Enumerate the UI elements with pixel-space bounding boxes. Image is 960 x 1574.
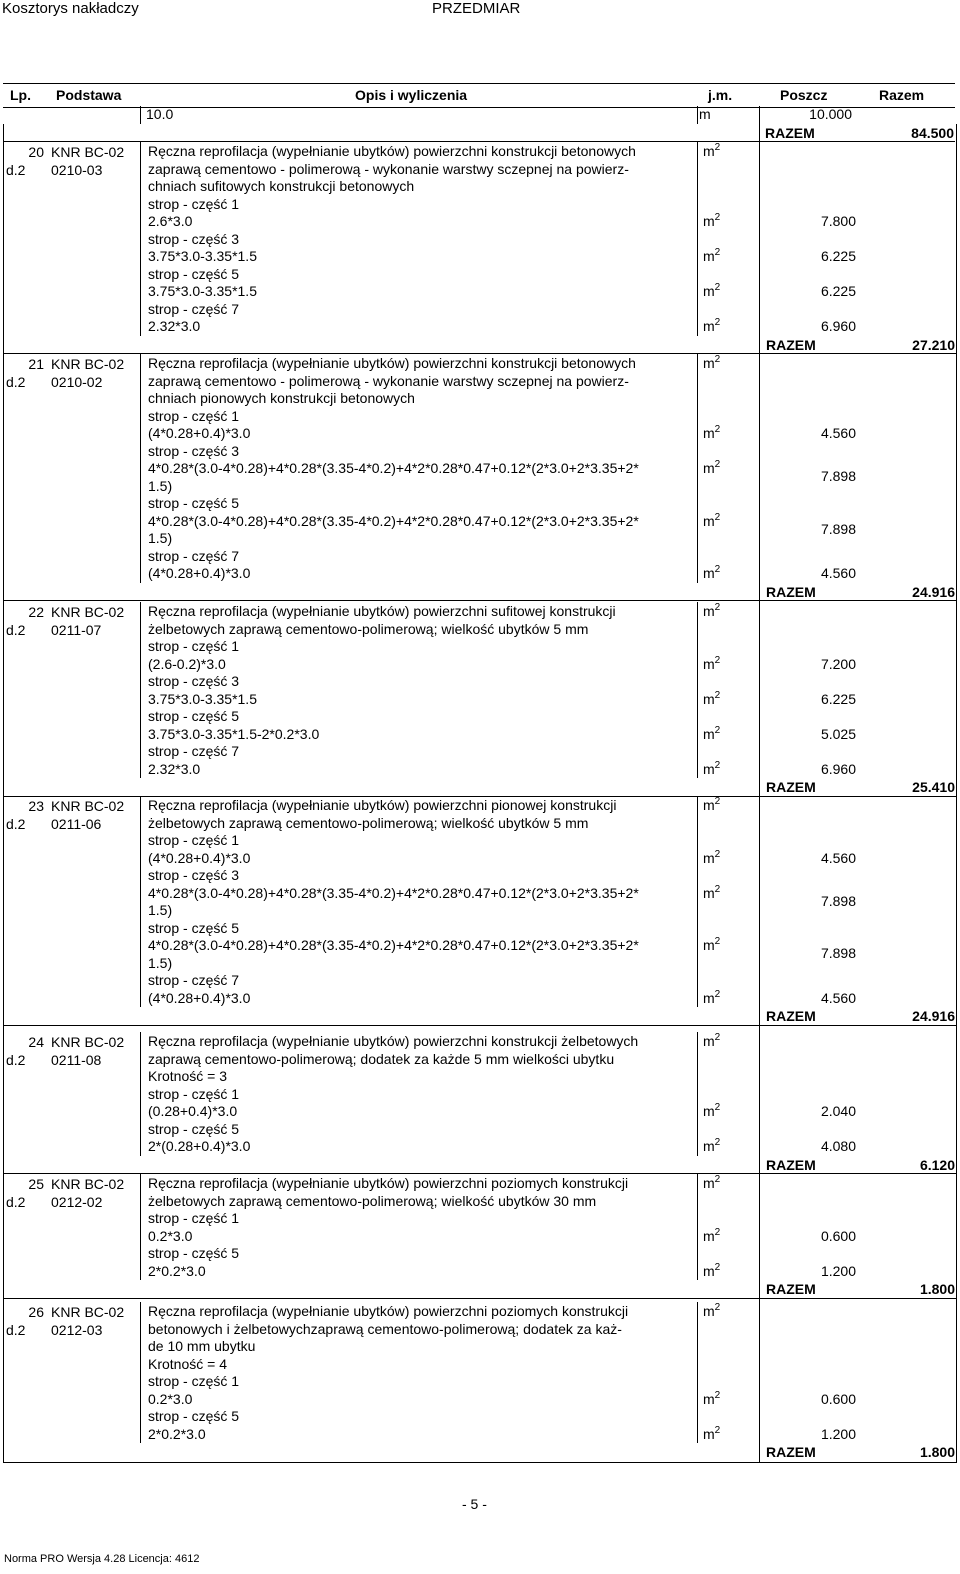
position-unit (703, 603, 720, 619)
item-quantity: 4.560 (820, 425, 856, 441)
item-expression: 2.32*3.0 (148, 760, 201, 777)
item-quantity: 4.560 (820, 565, 856, 581)
item-expression-cont: 1.5) (148, 477, 173, 494)
item-expression: 3.75*3.0-3.35*1.5-2*0.2*3.0 (148, 725, 320, 742)
position-base1: KNR BC-02 (51, 798, 125, 814)
item-quantity: 5.025 (820, 725, 856, 742)
position-unit (703, 1033, 720, 1049)
item-quantity: 7.200 (820, 655, 856, 672)
position-lp: 23 (28, 798, 44, 814)
item-label: strop - część 1 (148, 1373, 240, 1389)
position-base (51, 1303, 124, 1339)
prev-expr: 10.0 (146, 106, 174, 122)
item-label: strop - część 3 (148, 673, 240, 689)
item-unit: $m^2$ (703, 988, 721, 1006)
item-quantity: 4.080 (820, 1138, 856, 1154)
position-description-line: de 10 mm ubytku (148, 1338, 256, 1354)
item-quantity: 0.600 (820, 1390, 856, 1407)
column-divider (697, 796, 698, 1007)
item-expression: (0.28+0.4)*3.0 (148, 1103, 238, 1119)
item-expression: 4*0.28*(3.0-4*0.28)+4*0.28*(3.35-4*0.2)+4*2*0.28*0.47+0.12*(2*3.0+2*3.35+2* (148, 884, 639, 901)
item-quantity: 7.898 (820, 520, 856, 537)
item-unit: $m^2$ (703, 1102, 721, 1119)
total-label: RAZEM (766, 1281, 816, 1297)
total-label: RAZEM (766, 1008, 816, 1024)
position-lp-sub: d.2 (6, 622, 26, 638)
unit-text: $m^2$ (703, 354, 721, 371)
unit-text: $m^2$ (703, 142, 721, 159)
item-label: strop - część 5 (148, 495, 240, 511)
position-base (51, 797, 124, 833)
position-unit (703, 797, 720, 813)
item-label: strop - część 1 (148, 1210, 240, 1226)
position-base1: KNR BC-02 (51, 356, 125, 372)
item-quantity: 7.800 (820, 213, 856, 229)
item-label: strop - część 1 (148, 407, 240, 424)
item-unit: $m^2$ (703, 564, 721, 581)
total-label: RAZEM (766, 779, 816, 795)
row-separator (4, 1025, 956, 1026)
position-base2: 0210-03 (51, 162, 103, 178)
item-unit: $m^2$ (703, 282, 721, 299)
column-divider (140, 142, 141, 336)
row-separator (4, 1173, 956, 1174)
position-base2: 0211-08 (51, 1052, 102, 1068)
position-base (51, 143, 124, 179)
item-quantity: 6.225 (820, 690, 856, 707)
position-base2: 0211-07 (51, 622, 102, 638)
item-expression: 2.6*3.0 (148, 213, 193, 229)
positions-table (3, 124, 957, 1463)
item-unit: $m^2$ (703, 1137, 721, 1154)
column-divider (697, 142, 698, 336)
item-label: strop - część 3 (148, 230, 240, 247)
column-header-row (3, 83, 955, 108)
header-center-title: PRZEDMIAR (432, 0, 521, 17)
total-value: 24.916 (912, 1008, 955, 1024)
total-label: RAZEM (766, 1156, 816, 1173)
item-label: strop - część 5 (148, 708, 240, 724)
item-quantity: 0.600 (820, 1227, 856, 1244)
total-value: 27.210 (912, 336, 955, 353)
item-quantity: 6.225 (820, 283, 856, 299)
item-label: strop - część 3 (148, 867, 240, 883)
item-expression-cont: 1.5) (148, 530, 173, 546)
item-label: strop - część 1 (148, 832, 240, 848)
row-separator (3, 141, 955, 142)
position-base (51, 603, 124, 639)
item-expression: 2*0.2*3.0 (148, 1425, 206, 1442)
position-number (6, 143, 44, 179)
item-expression: (4*0.28+0.4)*3.0 (148, 425, 251, 441)
column-divider (697, 1032, 698, 1156)
position-description-line: żelbetowych zaprawą cementowo-polimerową; wielkość ubytków 30 mm (148, 1192, 597, 1209)
item-unit: $m^2$ (703, 936, 721, 953)
item-quantity: 6.960 (820, 318, 856, 334)
item-quantity: 1.200 (820, 1262, 856, 1279)
position-base2: 0212-02 (51, 1194, 103, 1210)
item-label: strop - część 7 (148, 743, 240, 759)
position-description-line: Ręczna reprofilacja (wypełnianie ubytków) powierzchni konstrukcji żelbetowych (148, 1033, 639, 1049)
position-description-line: Ręczna reprofilacja (wypełnianie ubytków) powierzchni sufitowej konstrukcji (148, 603, 616, 619)
column-divider (697, 1302, 698, 1443)
item-quantity: 2.040 (820, 1103, 856, 1119)
position-description-line: zaprawą cementowo-polimerową; dodatek za każde 5 mm wielkości ubytku (148, 1050, 615, 1067)
item-expression: 4*0.28*(3.0-4*0.28)+4*0.28*(3.35-4*0.2)+4*2*0.28*0.47+0.12*(2*3.0+2*3.35+2* (148, 460, 639, 476)
position-description-line: Krotność = 3 (148, 1068, 227, 1084)
position-description-line: zaprawą cementowo - polimerową - wykonanie warstwy sczepnej na powierz- (148, 160, 629, 177)
total-label: RAZEM (766, 1444, 816, 1460)
item-quantity: 7.898 (820, 892, 856, 909)
prev-razem-value: 84.500 (911, 125, 954, 141)
item-unit: $m^2$ (703, 511, 721, 529)
total-value: 1.800 (919, 1444, 955, 1460)
position-unit (703, 1175, 720, 1191)
item-unit: $m^2$ (703, 424, 721, 441)
column-divider (140, 1302, 141, 1443)
item-expression-cont: 1.5) (148, 902, 173, 918)
column-divider (140, 1032, 141, 1156)
position-lp: 26 (28, 1304, 44, 1320)
item-unit: $m^2$ (703, 724, 721, 742)
item-expression: 4*0.28*(3.0-4*0.28)+4*0.28*(3.35-4*0.2)+4*2*0.28*0.47+0.12*(2*3.0+2*3.35+2* (148, 937, 639, 953)
item-expression: (4*0.28+0.4)*3.0 (148, 849, 251, 866)
position-lp: 25 (28, 1176, 44, 1192)
item-unit: $m^2$ (703, 759, 721, 777)
item-expression: 0.2*3.0 (148, 1390, 193, 1407)
position-base (51, 355, 124, 391)
column-divider (140, 1174, 141, 1280)
item-expression: 2*0.2*3.0 (148, 1262, 206, 1279)
position-unit (703, 355, 720, 371)
col-jm: j.m. (708, 87, 733, 103)
item-unit: $m^2$ (703, 654, 721, 672)
item-label: strop - część 3 (148, 442, 240, 459)
position-base1: KNR BC-02 (51, 1176, 125, 1192)
position-base2: 0210-02 (51, 374, 103, 390)
position-base1: KNR BC-02 (51, 1304, 125, 1320)
item-expression: 4*0.28*(3.0-4*0.28)+4*0.28*(3.35-4*0.2)+4*2*0.28*0.47+0.12*(2*3.0+2*3.35+2* (148, 512, 639, 529)
position-lp-sub: d.2 (6, 374, 26, 390)
item-unit: $m^2$ (703, 1226, 721, 1244)
position-base2: 0211-06 (51, 816, 102, 832)
item-quantity: 4.560 (820, 849, 856, 866)
col-poszcz: Poszcz (780, 87, 828, 103)
item-label: strop - część 7 (148, 547, 240, 564)
item-label: strop - część 7 (148, 300, 240, 317)
position-lp-sub: d.2 (6, 162, 26, 178)
position-description-line: chniach pionowych konstrukcji betonowych (148, 390, 415, 406)
position-description-line: żelbetowych zaprawą cementowo-polimerową; wielkość ubytków 5 mm (148, 814, 589, 831)
item-unit: $m^2$ (703, 883, 721, 901)
item-quantity: 7.898 (820, 468, 856, 484)
unit-text: $m^2$ (703, 1032, 721, 1049)
item-label: strop - część 5 (148, 1120, 240, 1137)
position-description-line: Ręczna reprofilacja (wypełnianie ubytków) powierzchni konstrukcji betonowych (148, 143, 636, 159)
item-expression: 3.75*3.0-3.35*1.5 (148, 690, 257, 707)
item-label: strop - część 5 (148, 1408, 240, 1424)
column-divider (140, 602, 141, 778)
item-label: strop - część 1 (148, 1085, 240, 1102)
position-lp-sub: d.2 (6, 1052, 26, 1068)
position-base1: KNR BC-02 (51, 604, 125, 620)
item-unit: $m^2$ (703, 459, 721, 476)
position-unit (703, 143, 720, 159)
header-left-title: Kosztorys nakładczy (2, 0, 139, 17)
item-expression: 3.75*3.0-3.35*1.5 (148, 248, 257, 264)
item-quantity: 6.225 (820, 248, 856, 264)
position-description-line: betonowych i żelbetowychzaprawą cementowo-polimerową; dodatek za każ- (148, 1320, 622, 1337)
position-lp: 20 (28, 144, 44, 160)
item-unit: $m^2$ (703, 1261, 721, 1279)
total-label: RAZEM (766, 583, 816, 600)
column-divider (140, 354, 141, 583)
item-label: strop - część 5 (148, 265, 240, 282)
position-lp: 21 (28, 356, 44, 372)
col-opis: Opis i wyliczenia (355, 87, 468, 103)
prev-unit: m (699, 106, 711, 122)
item-expression: 3.75*3.0-3.35*1.5 (148, 283, 257, 299)
item-unit: $m^2$ (703, 247, 721, 264)
item-label: strop - część 7 (148, 972, 240, 988)
position-lp-sub: d.2 (6, 1322, 26, 1338)
position-base2: 0212-03 (51, 1322, 103, 1338)
position-description-line: Ręczna reprofilacja (wypełnianie ubytków) powierzchni poziomych konstrukcji (148, 1175, 629, 1191)
position-base1: KNR BC-02 (51, 1034, 125, 1050)
position-number (6, 1175, 44, 1211)
col-podstawa: Podstawa (56, 87, 122, 103)
item-label: strop - część 5 (148, 1245, 240, 1261)
item-expression: 2*(0.28+0.4)*3.0 (148, 1138, 251, 1154)
item-unit: $m^2$ (703, 848, 721, 866)
position-base (51, 1033, 124, 1069)
divider (697, 106, 698, 124)
position-lp-sub: d.2 (6, 1194, 26, 1210)
position-number (6, 603, 44, 639)
item-expression: (2.6-0.2)*3.0 (148, 655, 226, 672)
row-separator (4, 353, 956, 354)
total-value: 24.916 (912, 583, 955, 600)
position-lp-sub: d.2 (6, 816, 26, 832)
position-lp: 24 (28, 1034, 44, 1050)
position-base (51, 1175, 124, 1211)
item-expression: (4*0.28+0.4)*3.0 (148, 565, 251, 581)
item-label: strop - część 1 (148, 195, 240, 212)
prev-qty: 10.000 (809, 106, 852, 122)
row-separator (4, 600, 956, 601)
item-unit: $m^2$ (703, 317, 721, 334)
item-label: strop - część 5 (148, 919, 240, 936)
prev-razem-label: RAZEM (765, 125, 815, 141)
total-value: 1.800 (919, 1281, 955, 1297)
item-expression: 2.32*3.0 (148, 318, 201, 334)
row-separator (4, 1298, 956, 1299)
position-description-line: Ręczna reprofilacja (wypełnianie ubytków) powierzchni pionowej konstrukcji (148, 797, 617, 813)
license-footer: Norma PRO Wersja 4.28 Licencja: 4612 (4, 1553, 200, 1565)
item-quantity: 6.960 (820, 760, 856, 777)
position-number (6, 1303, 44, 1339)
page-number: - 5 - (462, 1496, 487, 1512)
position-description-line: Ręczna reprofilacja (wypełnianie ubytków) powierzchni poziomych konstrukcji (148, 1303, 629, 1319)
item-expression-cont: 1.5) (148, 954, 173, 971)
column-divider (140, 796, 141, 1007)
item-quantity: 4.560 (820, 989, 856, 1006)
unit-text: $m^2$ (703, 602, 721, 619)
total-value: 6.120 (919, 1156, 955, 1173)
position-description-line: żelbetowych zaprawą cementowo-polimerową; wielkość ubytków 5 mm (148, 620, 589, 637)
item-expression: 0.2*3.0 (148, 1227, 193, 1244)
item-unit: $m^2$ (703, 1424, 721, 1442)
position-number (6, 355, 44, 391)
position-description-line: chniach sufitowych konstrukcji betonowych (148, 178, 415, 194)
column-divider (697, 354, 698, 583)
unit-text: $m^2$ (703, 1302, 721, 1319)
position-description-line: zaprawą cementowo - polimerową - wykonanie warstwy sczepnej na powierz- (148, 372, 629, 389)
position-description-line: Ręczna reprofilacja (wypełnianie ubytków) powierzchni konstrukcji betonowych (148, 355, 636, 371)
unit-text: $m^2$ (703, 1174, 721, 1191)
col-lp: Lp. (10, 87, 31, 103)
item-label: strop - część 1 (148, 638, 240, 654)
position-description-line: Krotność = 4 (148, 1355, 227, 1372)
divider (140, 106, 141, 124)
item-unit: $m^2$ (703, 212, 721, 229)
item-unit: $m^2$ (703, 1389, 721, 1407)
unit-text: $m^2$ (703, 796, 721, 813)
position-number (6, 1033, 44, 1069)
position-lp: 22 (28, 604, 44, 620)
position-base1: KNR BC-02 (51, 144, 125, 160)
column-divider (697, 1174, 698, 1280)
total-value: 25.410 (912, 779, 955, 795)
position-number (6, 797, 44, 833)
item-unit: $m^2$ (703, 689, 721, 707)
col-razem: Razem (879, 87, 925, 103)
column-divider (697, 602, 698, 778)
position-unit (703, 1303, 720, 1319)
item-quantity: 7.898 (820, 945, 856, 961)
item-quantity: 1.200 (820, 1425, 856, 1442)
total-label: RAZEM (766, 336, 816, 353)
item-expression: (4*0.28+0.4)*3.0 (148, 989, 251, 1006)
